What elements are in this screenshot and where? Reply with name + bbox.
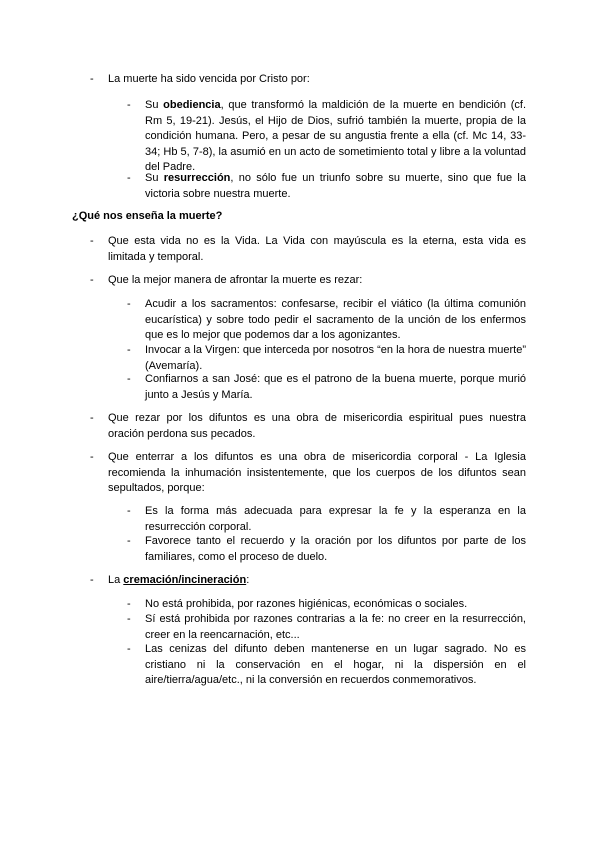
sub-item-san-jose	[127, 372, 526, 403]
list-item-cremacion	[90, 573, 526, 589]
bullet-dash: -	[127, 613, 131, 625]
item-text: Las cenizas del difunto deben mantenerse en un lugar sagrado. No es cristiano ni la conservación en el hogar, ni la dispersión en el aire/tierra/agua/etc., ni la conversión en recuerdos conmemorativos.	[145, 643, 526, 687]
intro-text: La muerte ha sido vencida por Cristo por:	[108, 73, 310, 85]
text-pre: Su	[145, 99, 164, 111]
sub-item-virgen	[127, 343, 526, 374]
intro-item	[90, 72, 526, 88]
sub-item-no-prohibida	[127, 597, 526, 613]
item-text: Que esta vida no es la Vida. La Vida con mayúscula es la eterna, esta vida es limitada y temporal.	[108, 235, 526, 263]
sub-item-resurreccion	[127, 171, 526, 202]
bullet-dash: -	[90, 73, 94, 85]
sub-item-obediencia	[127, 98, 526, 176]
item-text: Favorece tanto el recuerdo y la oración por los difuntos por parte de los familiares, como el proceso de duelo.	[145, 535, 526, 563]
bullet-dash: -	[90, 274, 94, 286]
bullet-dash: -	[127, 598, 131, 610]
sub-item-cenizas	[127, 642, 526, 689]
bullet-dash: -	[90, 574, 94, 586]
item-text: Que rezar por los difuntos es una obra de misericordia espiritual pues nuestra oración perdona sus pecados.	[108, 412, 526, 440]
sub-item-sacramentos	[127, 297, 526, 344]
item-text: Acudir a los sacramentos: confesarse, recibir el viático (la última comunión eucarística) y sobre todo pedir el sacramento de la unción de los enfermos que es lo mejor que podemos dar a los agonizantes.	[145, 298, 526, 342]
item-text: Sí está prohibida por razones contrarias a la fe: no creer en la resurrección, creer en la reencarnación, etc...	[145, 613, 526, 641]
list-item-vida	[90, 234, 526, 265]
text-post: , no sólo fue un triunfo sobre su muerte, sino que fue la victoria sobre nuestra muerte.	[145, 172, 526, 200]
bullet-dash: -	[127, 344, 131, 356]
list-item-difuntos	[90, 411, 526, 442]
item-text: Es la forma más adecuada para expresar la fe y la esperanza en la resurrección corporal.	[145, 505, 526, 533]
sub-item-recuerdo	[127, 534, 526, 565]
text-post: , que transformó la maldición de la muerte en bendición (cf. Rm 5, 19-21). Jesús, el Hijo de Dios, sufrió también la muerte, propia de la condición humana. Pero, a pesar de su angustia frente a ella (cf. Mc 14, 33-34; Hb 5, 7-8), la asumió en un acto de sometimiento total y libre a la voluntad del Padre.	[145, 99, 526, 174]
bullet-dash: -	[127, 643, 131, 655]
sub-item-fe	[127, 504, 526, 535]
item-text: Que enterrar a los difuntos es una obra de misericordia corporal - La Iglesia recomienda la inhumación insistentemente, que los cuerpos de los difuntos sean sepultados, porque:	[108, 451, 526, 495]
bullet-dash: -	[127, 298, 131, 310]
section-heading: ¿Qué nos enseña la muerte?	[72, 210, 223, 222]
text-bold: obediencia	[163, 99, 221, 111]
bullet-dash: -	[127, 505, 131, 517]
bullet-dash: -	[127, 535, 131, 547]
bullet-dash: -	[90, 235, 94, 247]
bullet-dash: -	[127, 172, 131, 184]
item-text: Invocar a la Virgen: que interceda por nosotros “en la hora de nuestra muerte” (Avemaría).	[145, 344, 526, 372]
list-item-enterrar	[90, 450, 526, 497]
bullet-dash: -	[90, 451, 94, 463]
text-pre: Su	[145, 172, 164, 184]
text-bold: resurrección	[163, 172, 231, 184]
list-item-rezar	[90, 273, 526, 289]
item-text: No está prohibida, por razones higiénicas, económicas o sociales.	[145, 598, 468, 610]
sub-item-prohibida	[127, 612, 526, 643]
bullet-dash: -	[90, 412, 94, 424]
item-text: Confiarnos a san José: que es el patrono de la buena muerte, porque murió junto a Jesús y María.	[145, 373, 526, 401]
text-pre: La	[108, 574, 124, 586]
bullet-dash: -	[127, 373, 131, 385]
text-post: :	[246, 574, 250, 586]
item-text: Que la mejor manera de afrontar la muerte es rezar:	[108, 274, 363, 286]
text-bold: cremación/incineración	[123, 574, 247, 586]
bullet-dash: -	[127, 99, 131, 111]
